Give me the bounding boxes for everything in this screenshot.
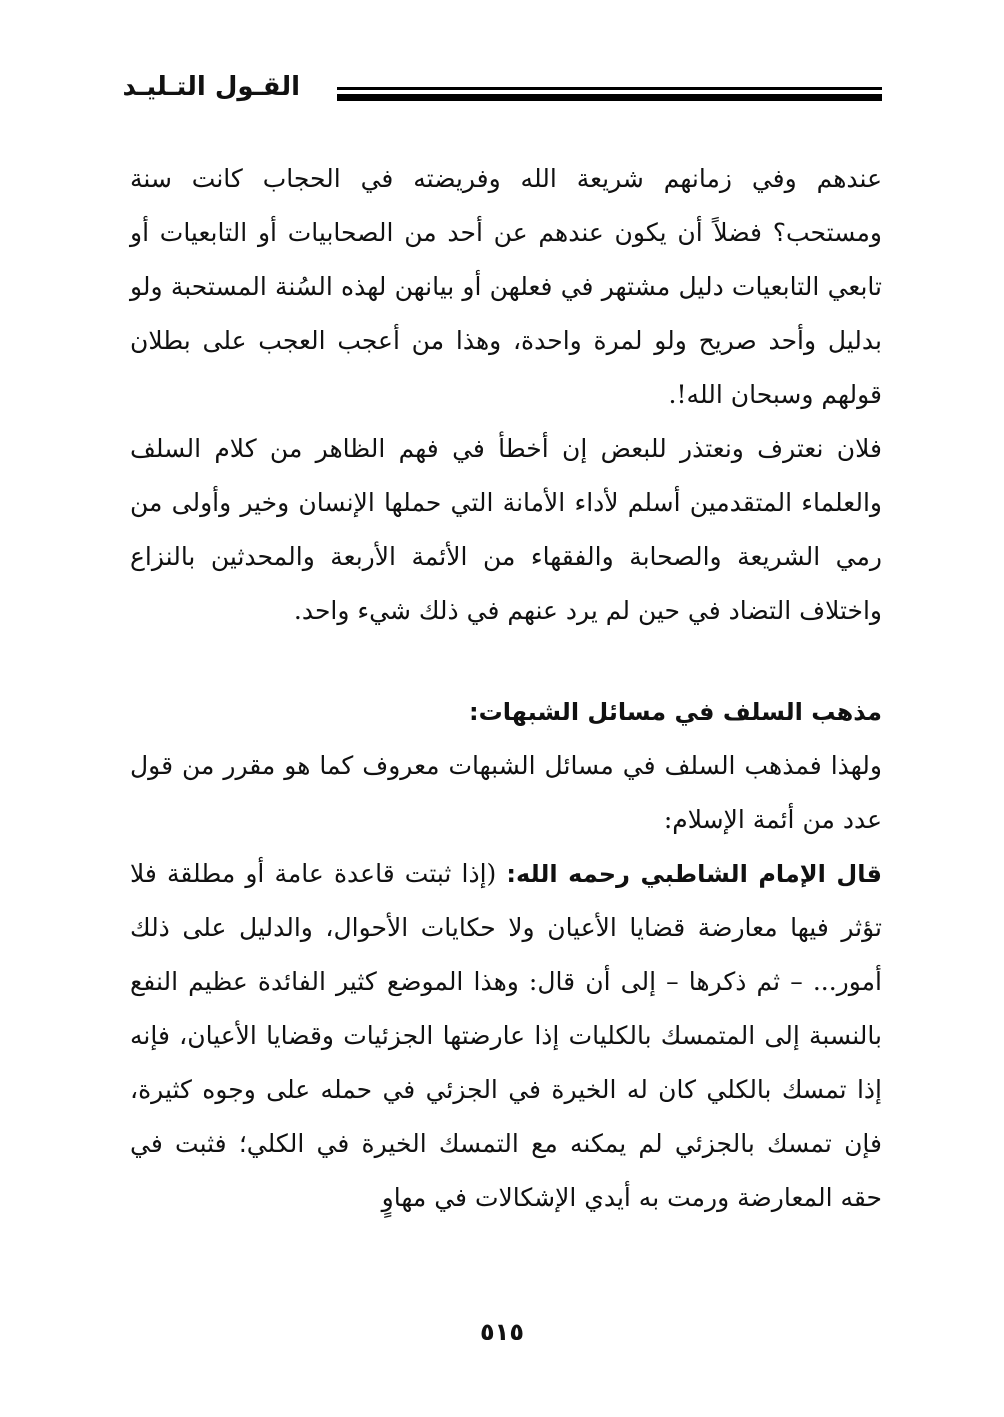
paragraph: عندهم وفي زمانهم شريعة الله وفريضته في الحجاب كانت سنة ومستحب؟ فضلاً أن يكون عندهم عن أحد من الصحابيات أو التابعيات أو تابعي التابعيات دليل مشتهر في فعلهن أو بيانهن لهذه السُنة المستحبة ولو بدليل وأحد صريح ولو لمرة واحدة، وهذا من أعجب العجب على بطلان قولهم وسبحان الله!.: [130, 164, 882, 409]
header-rule-thin: [337, 87, 882, 90]
page-number: ٥١٥: [480, 1318, 524, 1346]
page-body: [130, 152, 882, 1225]
section-heading: مذهب السلف في مسائل الشبهات:: [469, 698, 882, 726]
header-rule-thick: [337, 94, 882, 101]
paragraph: ولهذا فمذهب السلف في مسائل الشبهات معروف كما هو مقرر من قول عدد من أئمة الإسلام:: [130, 751, 882, 834]
quote-paragraph: [130, 847, 882, 1225]
paragraph: فلان نعترف ونعتذر للبعض إن أخطأ في فهم الظاهر من كلام السلف والعلماء المتقدمين أسلم لأداء الأمانة التي حملها الإنسان وخير وأولى من رمي الشريعة والصحابة والفقهاء من الأئمة الأربعة والمحدثين بالنزاع واختلاف التضاد في حين لم يرد عنهم في ذلك شيء واحد.: [130, 434, 882, 625]
quote-attribution: قال الإمام الشاطبي رحمه الله:: [506, 860, 882, 888]
page-header: [122, 66, 882, 116]
paragraph-gap: [130, 638, 882, 685]
quote-text: (إذا ثبتت قاعدة عامة أو مطلقة فلا تؤثر فيها معارضة قضايا الأعيان ولا حكايات الأحوال، والدليل على ذلك أمور... – ثم ذكرها – إلى أن قال: وهذا الموضع كثير الفائدة عظيم النفع بالنسبة إلى المتمسك بالكليات إذا عارضتها الجزئيات وقضايا الأعيان، فإنه إذا تمسك بالكلي كان له الخيرة في الجزئي في حمله على وجوه كثيرة، فإن تمسك بالجزئي لم يمكنه مع التمسك الخيرة في الكلي؛ فثبت في حقه المعارضة ورمت به أيدي الإشكالات في مهاوٍ: [130, 859, 882, 1212]
running-title: القـول التـليـد: [122, 72, 300, 102]
